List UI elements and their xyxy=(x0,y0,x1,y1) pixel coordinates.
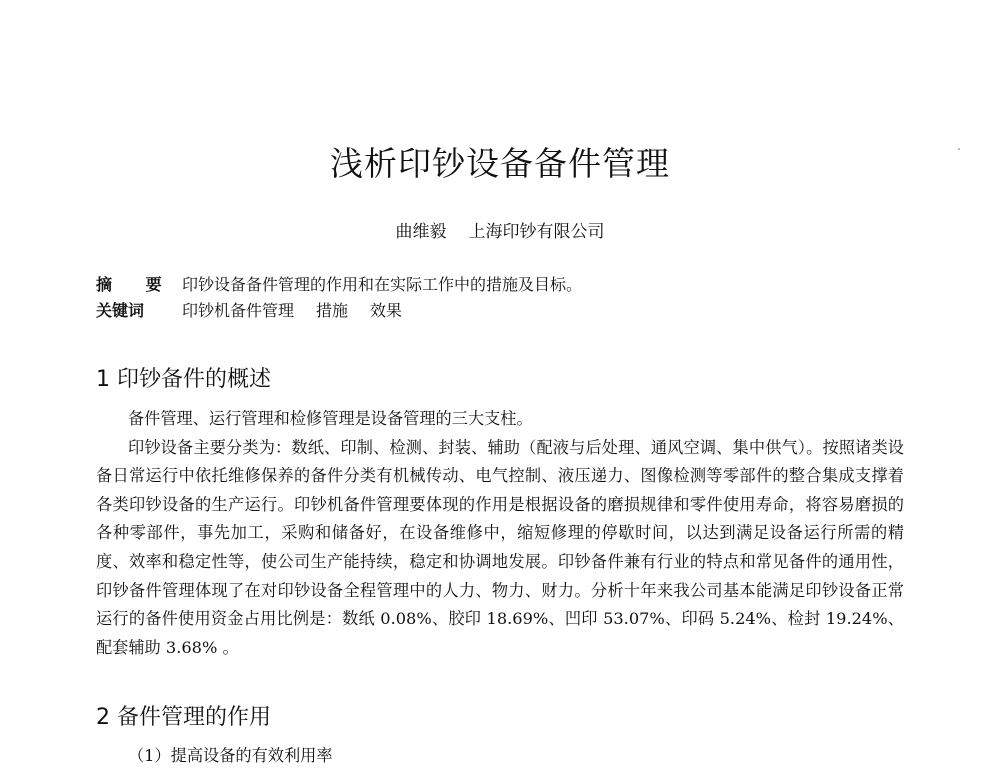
abstract-text: 印钞设备备件管理的作用和在实际工作中的措施及目标。 xyxy=(182,275,583,294)
keywords-row xyxy=(96,298,424,321)
section-1-body xyxy=(96,405,904,662)
author-line xyxy=(0,217,1000,242)
abstract-label: 摘 要 xyxy=(96,275,176,294)
keyword: 印钞机备件管理 xyxy=(182,301,295,320)
section-heading-1: 1 印钞备件的概述 xyxy=(96,367,271,392)
author-name: 曲维毅 xyxy=(395,222,447,242)
keyword: 措施 xyxy=(316,301,349,320)
paragraph: 备件管理、运行管理和检修管理是设备管理的三大支柱。 xyxy=(128,409,533,428)
subsection-item: （1）提高设备的有效利用率 xyxy=(128,746,333,765)
section-heading-2: 2 备件管理的作用 xyxy=(96,705,271,730)
author-affiliation: 上海印钞有限公司 xyxy=(468,222,605,242)
paper-title: 浅析印钞设备备件管理 xyxy=(330,144,670,183)
abstract-row xyxy=(96,272,582,295)
paragraph: 印钞设备主要分类为：数纸、印制、检测、封装、辅助（配液与后处理、通风空调、集中供气）。按照诸类设备日常运行中依托维修保养的备件分类有机械传动、电气控制、液压递力、图像检测等零部件的整合集成支撑着各类印钞设备的生产运行。印钞机备件管理要体现的作用是根据设备的磨损规律和零件使用寿命，将容易磨损的各种零部件，事先加工，采购和储备好，在设备维修中，缩短修理的停歇时间，以达到满足设备运行所需的精度、效率和稳定性等，使公司生产能持续，稳定和协调地发展。印钞备件兼有行业的特点和常见备件的通用性，印钞备件管理体现了在对印钞设备全程管理中的人力、物力、财力。分析十年来我公司基本能满足印钞设备正常运行的备件使用资金占用比例是：数纸 0.08%、胶印 18.69%、凹印 53.07%、印码 5.24%、检封 19.24%、配套辅助 3.68% 。 xyxy=(96,437,904,657)
keywords-label: 关键词 xyxy=(96,301,145,320)
keyword: 效果 xyxy=(370,301,403,320)
scan-speck xyxy=(958,148,960,150)
